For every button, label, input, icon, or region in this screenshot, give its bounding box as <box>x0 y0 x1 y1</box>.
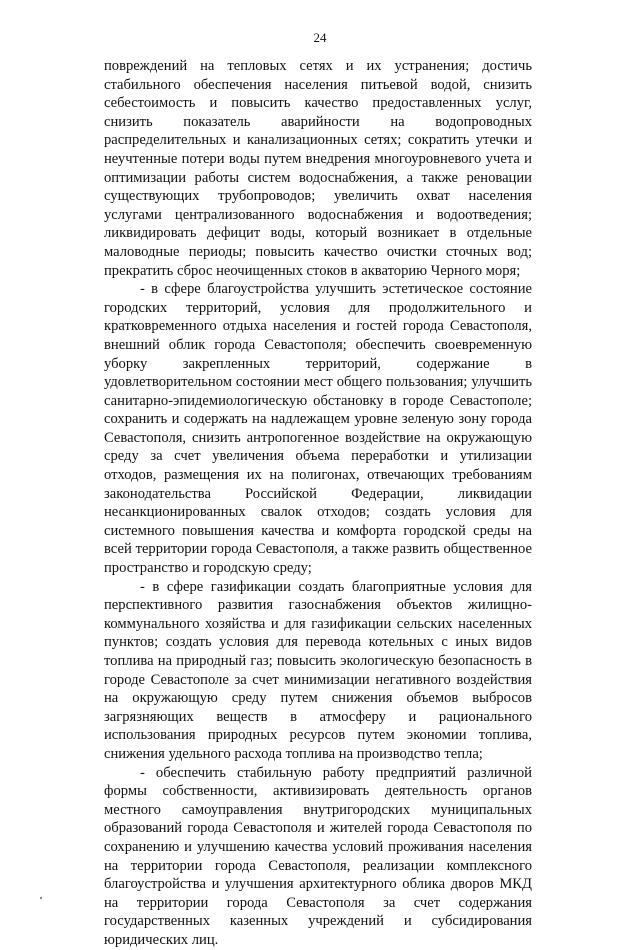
paragraph-water-supply: повреждений на тепловых сетях и их устранения; достичь стабильного обеспечения населения питьевой водой, снизить себестоимость и повысить качество предоставленных услуг, снизить показатель аварийности на водопроводных распределительных и канализационных сетях; сократить утечки и неучтенные потери воды путем внедрения многоуровневого учета и оптимизации работы систем водоснабжения, а также реновации существующих трубопроводов; увеличить охват населения услугами централизованного водоснабжения и водоотведения; ликвидировать дефицит воды, который возникает в отдельные маловодные периоды; повысить качество очистки сточных вод; прекратить сброс неочищенных стоков в акваторию Черного моря; <box>104 58 532 279</box>
document-body <box>104 57 532 950</box>
scan-speck <box>40 897 42 899</box>
paragraph-gasification: - в сфере газификации создать благоприятные условия для перспективного развития газоснабжения объектов жилищно-коммунального хозяйства и для газификации сельских населенных пунктов; создать условия для перевода котельных с иных видов топлива на природный газ; повысить экологическую безопасность в городе Севастополе за счет минимизации негативного воздействия на окружающую среду путем снижения объемов выбросов загрязняющих веществ в атмосферу и рационального использования природных ресурсов путем экономии топлива, снижения удельного расхода топлива на производство тепла; <box>104 578 532 762</box>
paragraph-landscaping: - в сфере благоустройства улучшить эстетическое состояние городских территорий, условия для продолжительного и кратковременного отдыха населения и гостей города Севастополя, внешний облик города Севастополя; обеспечить своевременную уборку закрепленных территорий, содержание в удовлетворительном состоянии мест общего пользования; улучшить санитарно-эпидемиологическую обстановку в городе Севастополе; сохранить и содержать на надлежащем уровне зеленую зону города Севастополя, снизить антропогенное воздействие на окружающую среду за счет увеличения объема переработки и утилизации отходов, размещения их на полигонах, отвечающих требованиям законодательства Российской Федерации, ликвидации несанкционированных свалок отходов; создать условия для системного повышения качества и комфорта городской среды на всей территории города Севастополя, а также развить общественное пространство и городскую среду; <box>104 281 532 577</box>
paragraph-enterprises: - обеспечить стабильную работу предприятий различной формы собственности, активизировать деятельность органов местного самоуправления внутригородских муниципальных образований города Севастополя и жителей города Севастополя по сохранению и улучшению качества условий проживания населения на территории города Севастополя, реализации комплексного благоустройства и улучшения архитектурного облика дворов МКД на территории города Севастополя за счет содержания государственных казенных учреждений и субсидирования юридических лиц. <box>104 764 532 948</box>
page-number: 24 <box>313 30 327 45</box>
